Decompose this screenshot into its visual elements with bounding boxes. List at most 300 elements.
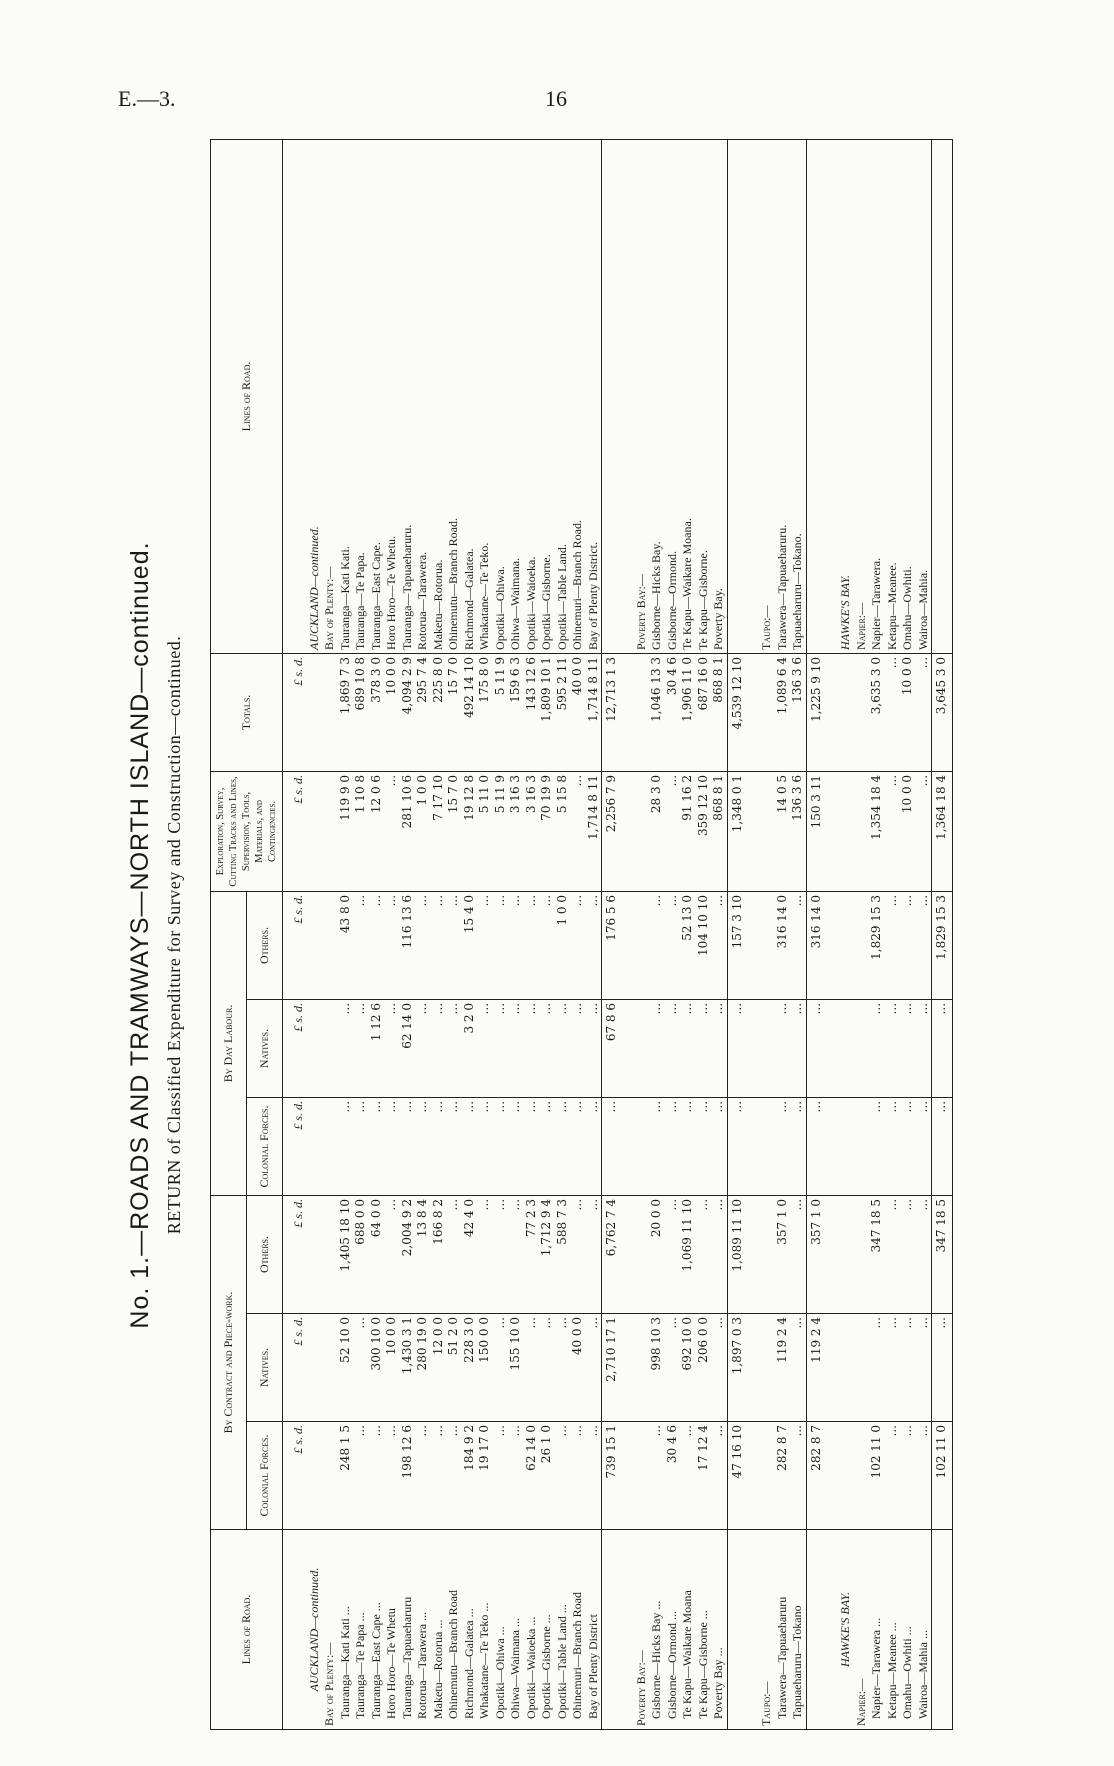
amount-ex: 359 12 10	[696, 771, 712, 891]
amount-tot: 175 8 0	[477, 653, 493, 771]
total-label-right	[806, 139, 826, 653]
amount-cn: ...	[790, 1314, 806, 1422]
amount-cc: ...	[369, 1422, 385, 1530]
amount-cc: ...	[649, 1422, 665, 1530]
road-name: Ohiwa—Waimana ...	[508, 1530, 524, 1730]
amount-dn: ...	[586, 999, 602, 1097]
section-heading: AUCKLAND—continued.	[307, 1530, 323, 1730]
amount-dn: ...	[885, 999, 901, 1097]
road-name: Ketapu—Meanee ...	[885, 1530, 901, 1730]
table-row	[338, 139, 354, 1729]
road-name-right: Horo Horo—Te Whetu.	[384, 139, 400, 653]
table-row	[369, 139, 385, 1729]
total-row	[806, 139, 826, 1729]
total-cn: 2,710 17 1	[602, 1314, 622, 1422]
total-tot: 12,713 1 3	[602, 653, 622, 771]
road-name: Opotiki—Gisborne ...	[539, 1530, 555, 1730]
total-dc: ...	[727, 1097, 747, 1195]
amount-dn: 62 14 0	[400, 999, 416, 1097]
amount-do: ...	[586, 891, 602, 999]
amount-cc: ...	[431, 1422, 447, 1530]
amount-ex: 3 16 3	[508, 771, 524, 891]
amount-cn: ...	[524, 1314, 540, 1422]
road-name: Rotorua—Tarawera ...	[415, 1530, 431, 1730]
amount-dc: ...	[446, 1097, 462, 1195]
amount-ex: 1 0 0	[415, 771, 431, 891]
amount-dc: ...	[539, 1097, 555, 1195]
amount-cc: 184 9 2	[462, 1422, 478, 1530]
section-subheading-row	[322, 139, 338, 1729]
section-subheading: Napier:—	[854, 1530, 870, 1730]
amount-dn: ...	[680, 999, 696, 1097]
amount-co: ...	[885, 1195, 901, 1313]
amount-do: ...	[384, 891, 400, 999]
road-name-right: Rotorua—Tarawera.	[415, 139, 431, 653]
amount-dc: ...	[586, 1097, 602, 1195]
amount-dc: ...	[680, 1097, 696, 1195]
road-name: Tauranga—Te Papa ...	[353, 1530, 369, 1730]
amount-dn: ...	[900, 999, 916, 1097]
amount-dc: ...	[384, 1097, 400, 1195]
amount-dn: ...	[711, 999, 727, 1097]
amount-cn: 155 10 0	[508, 1314, 524, 1422]
amount-cc: ...	[493, 1422, 509, 1530]
amount-do: 1 0 0	[555, 891, 571, 999]
road-name: Te Kapu—Waikare Moana	[680, 1530, 696, 1730]
total-cn: 1,897 0 3	[727, 1314, 747, 1422]
amount-cn: 51 2 0	[446, 1314, 462, 1422]
amount-cc: ...	[353, 1422, 369, 1530]
spacer-row	[747, 139, 759, 1729]
amount-cn: 150 0 0	[477, 1314, 493, 1422]
amount-do: ...	[885, 891, 901, 999]
amount-co: 2,004 9 2	[400, 1195, 416, 1313]
table-row	[665, 139, 681, 1729]
table-row	[885, 139, 901, 1729]
section-subheading-right: Poverty Bay:—	[634, 139, 650, 653]
road-name-right: Tauranga—Tapuaeharuru.	[400, 139, 416, 653]
amount-cn: 692 10 0	[680, 1314, 696, 1422]
amount-dc: ...	[696, 1097, 712, 1195]
road-name: Opotiki—Waioeka ...	[524, 1530, 540, 1730]
amount-ex: 119 9 0	[338, 771, 354, 891]
amount-ex: 91 16 2	[680, 771, 696, 891]
amount-dn: ...	[493, 999, 509, 1097]
amount-do: ...	[446, 891, 462, 999]
total-row	[602, 139, 622, 1729]
table-subtitle: RETURN of Classified Expenditure for Survey and Construction—continued.	[164, 635, 184, 1235]
amount-cn: ...	[539, 1314, 555, 1422]
table-row	[446, 139, 462, 1729]
total-label	[932, 1530, 953, 1730]
amount-ex: 5 11 0	[477, 771, 493, 891]
total-dc: ...	[806, 1097, 826, 1195]
total-co: 357 1 0	[806, 1195, 826, 1313]
amount-cn: 52 10 0	[338, 1314, 354, 1422]
amount-tot: 492 14 10	[462, 653, 478, 771]
amount-dn: ...	[696, 999, 712, 1097]
amount-co: ...	[586, 1195, 602, 1313]
total-ex: 1,364 18 4	[932, 771, 953, 891]
amount-tot: 295 7 4	[415, 653, 431, 771]
amount-do: ...	[431, 891, 447, 999]
amount-tot: 1,809 10 1	[539, 653, 555, 771]
amount-cn: ...	[869, 1314, 885, 1422]
amount-ex: 5 15 8	[555, 771, 571, 891]
amount-dc: ...	[900, 1097, 916, 1195]
road-name-right: Ohinemutu—Branch Road.	[446, 139, 462, 653]
amount-ex: 3 16 3	[524, 771, 540, 891]
table-row	[869, 139, 885, 1729]
road-name: Tapuaeharuru—Tokano	[790, 1530, 806, 1730]
total-dn: 67 8 6	[602, 999, 622, 1097]
road-name-right: Ohinemuri—Branch Road.	[570, 139, 586, 653]
total-do: 1,829 15 3	[932, 891, 953, 999]
section-subheading: Poverty Bay:—	[634, 1530, 650, 1730]
road-name-right: Whakatane—Te Teko.	[477, 139, 493, 653]
currency-label: £ s. d.	[283, 1422, 307, 1530]
amount-cn: 206 0 0	[696, 1314, 712, 1422]
amount-dc: ...	[790, 1097, 806, 1195]
section-subheading-row	[854, 139, 870, 1729]
amount-cn: ...	[353, 1314, 369, 1422]
amount-cn: ...	[711, 1314, 727, 1422]
amount-do: ...	[900, 891, 916, 999]
amount-cn: 300 10 0	[369, 1314, 385, 1422]
table-row	[696, 139, 712, 1729]
amount-cn: 10 0 0	[384, 1314, 400, 1422]
amount-cc: ...	[508, 1422, 524, 1530]
amount-ex: 1 10 8	[353, 771, 369, 891]
road-name: Omahu—Owhiti ...	[900, 1530, 916, 1730]
road-name-right: Tauranga—Te Papa.	[353, 139, 369, 653]
table-row	[539, 139, 555, 1729]
road-name-right: Tauranga—Kati Kati.	[338, 139, 354, 653]
amount-do: ...	[493, 891, 509, 999]
amount-ex: 868 8 1	[711, 771, 727, 891]
table-row	[570, 139, 586, 1729]
total-label	[727, 1530, 747, 1730]
amount-dn: ...	[790, 999, 806, 1097]
amount-co: 166 8 2	[431, 1195, 447, 1313]
amount-tot: ...	[916, 653, 932, 771]
road-name: Tarawera—Tapuaeharuru	[775, 1530, 791, 1730]
table-row	[790, 139, 806, 1729]
road-name: Gisborne—Hicks Bay ...	[649, 1530, 665, 1730]
amount-co: ...	[570, 1195, 586, 1313]
amount-ex: ...	[570, 771, 586, 891]
amount-dn: ...	[869, 999, 885, 1097]
road-name-right: Gisborne—Ormond.	[665, 139, 681, 653]
amount-dc: ...	[570, 1097, 586, 1195]
road-name-right: Poverty Bay.	[711, 139, 727, 653]
amount-ex: 136 3 6	[790, 771, 806, 891]
amount-dn: ...	[665, 999, 681, 1097]
header-day-labour: By Day Labour.	[211, 891, 247, 1195]
road-name-right: Tauranga—East Cape.	[369, 139, 385, 653]
table-row	[524, 139, 540, 1729]
header-contract-others: Others.	[247, 1195, 283, 1313]
road-name-right: Opotiki—Waioeka.	[524, 139, 540, 653]
table-row	[900, 139, 916, 1729]
amount-dc: ...	[711, 1097, 727, 1195]
amount-co: 1,405 18 10	[338, 1195, 354, 1313]
amount-dc: ...	[338, 1097, 354, 1195]
amount-dc: ...	[353, 1097, 369, 1195]
amount-co: ...	[711, 1195, 727, 1313]
amount-dc: ...	[508, 1097, 524, 1195]
amount-dn: ...	[524, 999, 540, 1097]
table-row	[353, 139, 369, 1729]
table-row	[384, 139, 400, 1729]
expenditure-table	[210, 139, 953, 1730]
total-co: 347 18 5	[932, 1195, 953, 1313]
amount-co: 1,712 9 4	[539, 1195, 555, 1313]
amount-cn: 280 19 0	[415, 1314, 431, 1422]
table-title: No. 1.—ROADS AND TRAMWAYS—NORTH ISLAND—continued.	[126, 541, 154, 1329]
amount-tot: ...	[885, 653, 901, 771]
total-cc: 282 8 7	[806, 1422, 826, 1530]
header-day-colonial: Colonial Forces.	[247, 1097, 283, 1195]
total-dn: ...	[727, 999, 747, 1097]
amount-ex: 281 10 6	[400, 771, 416, 891]
amount-dc: ...	[885, 1097, 901, 1195]
amount-dn: ...	[446, 999, 462, 1097]
amount-ex: ...	[885, 771, 901, 891]
section-heading-row	[838, 139, 854, 1729]
amount-tot: 5 11 9	[493, 653, 509, 771]
amount-cc: 248 1 5	[338, 1422, 354, 1530]
total-ex: 2,256 7 9	[602, 771, 622, 891]
total-dn: ...	[806, 999, 826, 1097]
amount-do: ...	[415, 891, 431, 999]
amount-do: ...	[508, 891, 524, 999]
header-lines-of-road-right: Lines of Road.	[211, 139, 283, 653]
amount-do: 43 8 0	[338, 891, 354, 999]
section-heading: HAWKE'S BAY.	[838, 1530, 854, 1730]
road-name-right: Gisborne—Hicks Bay.	[649, 139, 665, 653]
amount-do: 15 4 0	[462, 891, 478, 999]
amount-dn: ...	[649, 999, 665, 1097]
amount-cc: ...	[446, 1422, 462, 1530]
table-row	[508, 139, 524, 1729]
total-do: 176 5 6	[602, 891, 622, 999]
table-row	[462, 139, 478, 1729]
amount-tot: 687 16 0	[696, 653, 712, 771]
amount-dc: ...	[431, 1097, 447, 1195]
table-row	[400, 139, 416, 1729]
section-subheading-right: Napier:—	[854, 139, 870, 653]
amount-tot: 3,635 3 0	[869, 653, 885, 771]
amount-dn: ...	[353, 999, 369, 1097]
amount-cc: 282 8 7	[775, 1422, 791, 1530]
road-name-right: Wairoa—Mahia.	[916, 139, 932, 653]
currency-label: £ s. d.	[283, 1314, 307, 1422]
amount-do: 316 14 0	[775, 891, 791, 999]
amount-cc: 62 14 0	[524, 1422, 540, 1530]
amount-cc: ...	[586, 1422, 602, 1530]
amount-co: 13 8 4	[415, 1195, 431, 1313]
amount-dn: ...	[415, 999, 431, 1097]
amount-co: 77 2 3	[524, 1195, 540, 1313]
amount-ex: ...	[916, 771, 932, 891]
amount-dc: ...	[916, 1097, 932, 1195]
amount-dc: ...	[665, 1097, 681, 1195]
amount-tot: 1,046 13 3	[649, 653, 665, 771]
amount-cn: ...	[665, 1314, 681, 1422]
amount-cc: ...	[555, 1422, 571, 1530]
amount-tot: 40 0 0	[570, 653, 586, 771]
amount-do: 104 10 10	[696, 891, 712, 999]
amount-tot: 225 8 0	[431, 653, 447, 771]
amount-dn: ...	[916, 999, 932, 1097]
road-name: Gisborne—Ormond ...	[665, 1530, 681, 1730]
amount-do: ...	[649, 891, 665, 999]
amount-ex: 5 11 9	[493, 771, 509, 891]
road-name-right: Te Kapu—Waikare Moana.	[680, 139, 696, 653]
amount-do: ...	[916, 891, 932, 999]
amount-dn: ...	[555, 999, 571, 1097]
amount-ex: ...	[384, 771, 400, 891]
amount-cc: 19 17 0	[477, 1422, 493, 1530]
amount-co: 588 7 3	[555, 1195, 571, 1313]
amount-co: 347 18 5	[869, 1195, 885, 1313]
amount-cn: 119 2 4	[775, 1314, 791, 1422]
amount-dc: ...	[477, 1097, 493, 1195]
amount-cc: ...	[885, 1422, 901, 1530]
amount-ex: ...	[665, 771, 681, 891]
header-day-natives: Natives.	[247, 999, 283, 1097]
total-row	[727, 139, 747, 1729]
amount-cc: 17 12 4	[696, 1422, 712, 1530]
table-row	[649, 139, 665, 1729]
road-name-right: Ketapu—Meanee.	[885, 139, 901, 653]
amount-dc: ...	[869, 1097, 885, 1195]
road-name: Tauranga—East Cape ...	[369, 1530, 385, 1730]
amount-cc: ...	[916, 1422, 932, 1530]
road-name-right: Bay of Plenty District.	[586, 139, 602, 653]
amount-dc: ...	[462, 1097, 478, 1195]
amount-co: ...	[384, 1195, 400, 1313]
total-cn: 119 2 4	[806, 1314, 826, 1422]
amount-co: ...	[790, 1195, 806, 1313]
amount-do: ...	[477, 891, 493, 999]
table-row	[586, 139, 602, 1729]
amount-co: ...	[916, 1195, 932, 1313]
total-co: 6,762 7 4	[602, 1195, 622, 1313]
amount-tot: 10 0 0	[900, 653, 916, 771]
header-day-others: Others.	[247, 891, 283, 999]
amount-co: ...	[665, 1195, 681, 1313]
total-cc: 47 16 10	[727, 1422, 747, 1530]
section-subheading-right: Bay of Plenty:—	[322, 139, 338, 653]
header-contract: By Contract and Piece-work.	[211, 1195, 247, 1529]
total-label	[806, 1530, 826, 1730]
currency-row	[283, 139, 307, 1729]
total-label	[602, 1530, 622, 1730]
amount-tot: 595 2 11	[555, 653, 571, 771]
section-subheading: Taupo:—	[759, 1530, 775, 1730]
amount-do: 116 13 6	[400, 891, 416, 999]
amount-do: 52 13 0	[680, 891, 696, 999]
header-contract-colonial: Colonial Forces.	[247, 1422, 283, 1530]
road-name: Maketu—Rotorua ...	[431, 1530, 447, 1730]
amount-ex: 12 0 6	[369, 771, 385, 891]
amount-do: ...	[369, 891, 385, 999]
amount-cn: ...	[493, 1314, 509, 1422]
amount-co: 64 0 0	[369, 1195, 385, 1313]
total-ex: 1,348 0 1	[727, 771, 747, 891]
road-name-right: Maketu—Rotorua.	[431, 139, 447, 653]
amount-ex: 19 12 8	[462, 771, 478, 891]
amount-tot: 689 10 8	[353, 653, 369, 771]
amount-cn: ...	[900, 1314, 916, 1422]
total-label-right	[932, 139, 953, 653]
section-subheading-row	[759, 139, 775, 1729]
section-heading-right: AUCKLAND—continued.	[307, 139, 323, 653]
total-co: 1,089 11 10	[727, 1195, 747, 1313]
amount-ex: 70 19 9	[539, 771, 555, 891]
road-name: Opotiki—Ohiwa ...	[493, 1530, 509, 1730]
header-lines-of-road: Lines of Road.	[211, 1530, 283, 1730]
table-row	[477, 139, 493, 1729]
amount-co: 688 0 0	[353, 1195, 369, 1313]
total-tot: 1,225 9 10	[806, 653, 826, 771]
amount-dc: ...	[524, 1097, 540, 1195]
table-row	[916, 139, 932, 1729]
amount-co: ...	[696, 1195, 712, 1313]
road-name-right: Ohiwa—Waimana.	[508, 139, 524, 653]
amount-dc: ...	[775, 1097, 791, 1195]
road-name-right: Tapuaeharuru—Tokano.	[790, 139, 806, 653]
amount-do: ...	[524, 891, 540, 999]
amount-dc: ...	[649, 1097, 665, 1195]
amount-ex: 1,714 8 11	[586, 771, 602, 891]
amount-tot: 1,906 11 0	[680, 653, 696, 771]
currency-label: £ s. d.	[283, 1195, 307, 1313]
amount-tot: 15 7 0	[446, 653, 462, 771]
amount-co: ...	[508, 1195, 524, 1313]
amount-do: ...	[711, 891, 727, 999]
amount-co: ...	[900, 1195, 916, 1313]
amount-dc: ...	[555, 1097, 571, 1195]
amount-cc: 30 4 6	[665, 1422, 681, 1530]
header-exploration: Exploration, Survey, Cutting Tracks and Lines, Supervision, Tools, Materials, and Contingencies.	[211, 771, 283, 891]
amount-cn: 1,430 3 1	[400, 1314, 416, 1422]
road-name: Bay of Plenty District	[586, 1530, 602, 1730]
amount-co: ...	[493, 1195, 509, 1313]
currency-label: £ s. d.	[283, 999, 307, 1097]
road-name: Tauranga—Kati Kati ...	[338, 1530, 354, 1730]
amount-cn: 40 0 0	[570, 1314, 586, 1422]
rotated-table-region	[118, 140, 978, 1730]
header-contract-natives: Natives.	[247, 1314, 283, 1422]
total-label-right	[602, 139, 622, 653]
total-dc: ...	[932, 1097, 953, 1195]
amount-cc: ...	[415, 1422, 431, 1530]
amount-dn: ...	[570, 999, 586, 1097]
page-code: E.—3.	[118, 86, 176, 111]
amount-tot: 4,094 2 9	[400, 653, 416, 771]
section-subheading-right: Taupo:—	[759, 139, 775, 653]
amount-ex: 10 0 0	[900, 771, 916, 891]
amount-do: ...	[570, 891, 586, 999]
amount-cc: 26 1 0	[539, 1422, 555, 1530]
amount-dn: ...	[384, 999, 400, 1097]
page-number: 16	[545, 86, 567, 111]
total-do: 316 14 0	[806, 891, 826, 999]
amount-dn: 1 12 6	[369, 999, 385, 1097]
